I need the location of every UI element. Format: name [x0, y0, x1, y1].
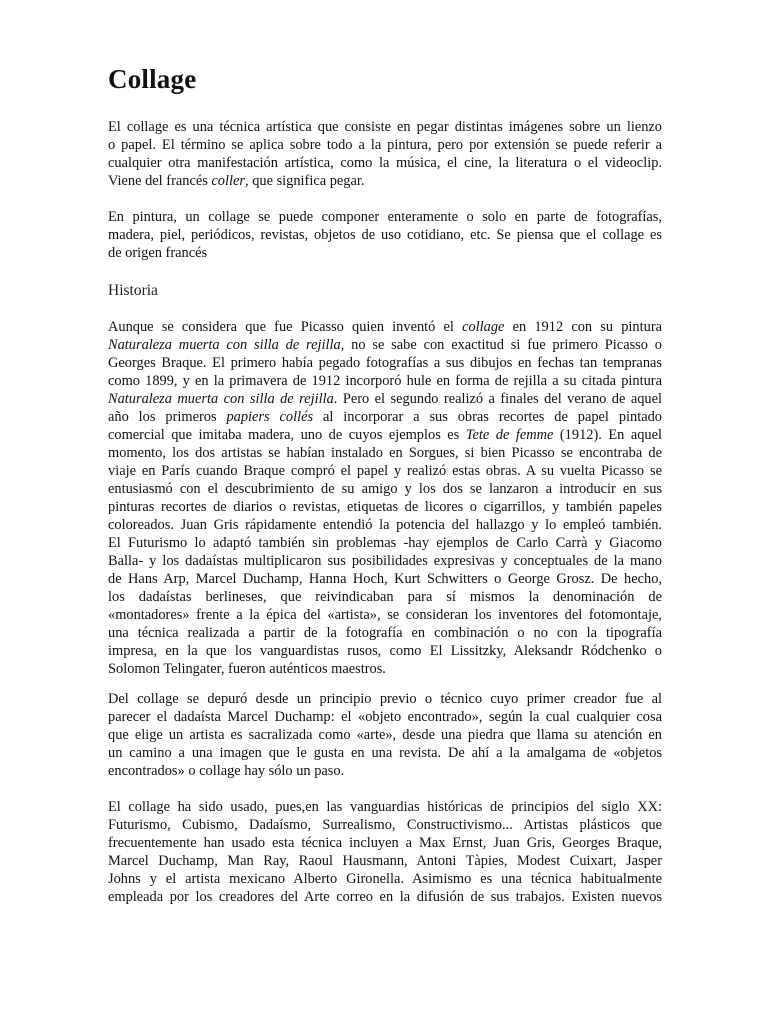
text-line [108, 318, 662, 336]
text-line [108, 516, 662, 534]
text-line [108, 426, 662, 444]
italic-text: coller [211, 173, 245, 189]
text-segment: de Hans Arp, Marcel Duchamp, Hanna Hoch, Kurt Schwitters o George Grosz. De hecho, [108, 571, 662, 587]
text-segment: cualquier otra manifestación artística, como la música, el cine, la literatura o el videoclip. [108, 155, 662, 171]
text-line [108, 660, 662, 678]
italic-text: Tete de femme [465, 427, 554, 443]
text-line [108, 624, 662, 642]
text-line [108, 834, 662, 852]
text-segment: «montadores» frente a la épica del «artista», se consideran los inventores del fotomontaje, [108, 607, 662, 623]
text-line [108, 852, 662, 870]
text-line [108, 480, 662, 498]
text-segment: pinturas recortes de diarios o revistas, etiquetas de licores o cigarrillos, y también papeles [108, 499, 662, 515]
text-line [108, 354, 662, 372]
text-segment: Aunque se considera que fue Picasso quien inventó el [108, 319, 463, 335]
text-segment: un camino a una imagen que le gusta en una revista. De ahí a la amalgama de «objetos [108, 745, 662, 761]
text-line [108, 208, 662, 226]
paragraph-history [108, 318, 662, 678]
text-segment: Del collage se depuró desde un principio previo o técnico cuyo primer creador fue al [108, 691, 662, 707]
italic-text: Naturaleza muerta con silla de rejilla [108, 391, 334, 407]
text-line [108, 762, 662, 780]
text-segment: que elige un artista es sacralizada como «arte», desde una piedra que llama su atención en [108, 727, 662, 743]
text-segment: Marcel Duchamp, Man Ray, Raoul Hausmann, Antoni Tàpies, Modest Cuixart, Jasper [108, 853, 662, 869]
text-line [108, 870, 662, 888]
text-segment: , no se sabe con exactitud si fue primero Picasso o [340, 337, 663, 353]
paragraph-vanguards [108, 798, 662, 906]
text-line [108, 798, 662, 816]
text-line [108, 336, 662, 354]
text-segment: Futurismo, Cubismo, Dadaísmo, Surrealismo, Constructivismo... Artistas plásticos que [108, 817, 662, 833]
text-line [108, 390, 662, 408]
text-line [108, 708, 662, 726]
text-segment: Johns y el artista mexicano Alberto Gironella. Asimismo es una técnica habitualmente [108, 871, 662, 887]
text-line [108, 552, 662, 570]
text-line [108, 690, 662, 708]
text-segment: El collage ha sido usado, pues,en las vanguardias históricas de principios del siglo XX: [108, 799, 662, 815]
paragraph-intro [108, 118, 662, 190]
text-line [108, 372, 662, 390]
text-segment: o papel. El término se aplica sobre todo a la pintura, pero por extensión se puede referir a [108, 137, 662, 153]
text-segment: comercial que imitaba madera, uno de cuyos ejemplos es [108, 427, 466, 443]
text-segment: impresa, en la que los vanguardistas rusos, como El Lissitzky, Aleksandr Ródchenko o [108, 643, 662, 659]
text-segment: como 1899, y en la primavera de 1912 incorporó hule en forma de rejilla a su citada pintura [108, 373, 662, 389]
text-line [108, 226, 662, 244]
text-segment: momento, los dos artistas se habían instalado en Sorgues, si bien Picasso se encontraba de [108, 445, 662, 461]
text-segment: de origen francés [108, 245, 208, 261]
text-segment: Solomon Telingater, fueron auténticos maestros. [108, 661, 386, 677]
text-line [108, 408, 662, 426]
text-segment: El collage es una técnica artística que consiste en pegar distintas imágenes sobre un lienzo [108, 119, 662, 135]
text-line [108, 172, 662, 190]
text-line [108, 462, 662, 480]
italic-text: collage [462, 319, 505, 335]
text-line [108, 154, 662, 172]
paragraph-found-object [108, 690, 662, 780]
text-line [108, 816, 662, 834]
text-line [108, 606, 662, 624]
text-line [108, 136, 662, 154]
text-segment: empleada por los creadores del Arte correo en la difusión de sus trabajos. Existen nuevos [108, 889, 662, 905]
text-segment: Viene del francés [108, 173, 212, 189]
text-line [108, 534, 662, 552]
text-segment: , que significa pegar. [245, 173, 365, 189]
text-line [108, 444, 662, 462]
text-line [108, 118, 662, 136]
text-line [108, 726, 662, 744]
italic-text: papiers collés [226, 409, 314, 425]
text-segment: . Pero el segundo realizó a finales del verano de aquel [333, 391, 662, 407]
text-line [108, 744, 662, 762]
text-segment: Georges Braque. El primero había pegado fotografías a sus dibujos en fechas tan tempranas [108, 355, 662, 371]
text-segment: entusiasmó con el descubrimiento de su amigo y los dos se lanzaron a introducir en sus [108, 481, 662, 497]
text-line [108, 244, 662, 262]
paragraph-painting [108, 208, 662, 262]
text-segment: En pintura, un collage se puede componer enteramente o solo en parte de fotografías, [108, 209, 662, 225]
text-line [108, 642, 662, 660]
text-segment: madera, piel, periódicos, revistas, objetos de uso cotidiano, etc. Se piensa que el collage es [108, 227, 662, 243]
text-segment: viaje en París cuando Braque compró el papel y realizó estas obras. A su vuelta Picasso se [108, 463, 662, 479]
text-segment: frecuentemente han usado esta técnica incluyen a Max Ernst, Juan Gris, Georges Braque, [108, 835, 662, 851]
text-line [108, 588, 662, 606]
italic-text: Naturaleza muerta con silla de rejilla [108, 337, 341, 353]
text-segment: coloreados. Juan Gris rápidamente entendió la potencia del hallazgo y lo empleó también. [108, 517, 662, 533]
text-segment: los dadaístas berlineses, que reivindicaban para sí mismos la denominación de [108, 589, 662, 605]
text-segment: El Futurismo lo adaptó también sin problemas -hay ejemplos de Carlo Carrà y Giacomo [108, 535, 662, 551]
section-heading-historia: Historia [108, 282, 158, 299]
text-segment: encontrados» o collage hay sólo un paso. [108, 763, 345, 779]
page-title: Collage [108, 64, 197, 94]
text-segment: parecer el dadaísta Marcel Duchamp: el «objeto encontrado», según la cual cualquier cosa [108, 709, 662, 725]
text-segment: (1912). En aquel [553, 427, 663, 443]
text-line [108, 498, 662, 516]
text-line [108, 570, 662, 588]
text-segment: Balla- y los dadaístas multiplicaron sus posibilidades expresivas y conceptuales de la mano [108, 553, 662, 569]
text-segment: al incorporar a sus obras recortes de papel pintado [313, 409, 662, 425]
text-segment: año los primeros [108, 409, 227, 425]
text-line [108, 888, 662, 906]
text-segment: en 1912 con su pintura [504, 319, 662, 335]
text-segment: una técnica realizada a partir de la fotografía en combinación o no con la tipografía [108, 625, 662, 641]
